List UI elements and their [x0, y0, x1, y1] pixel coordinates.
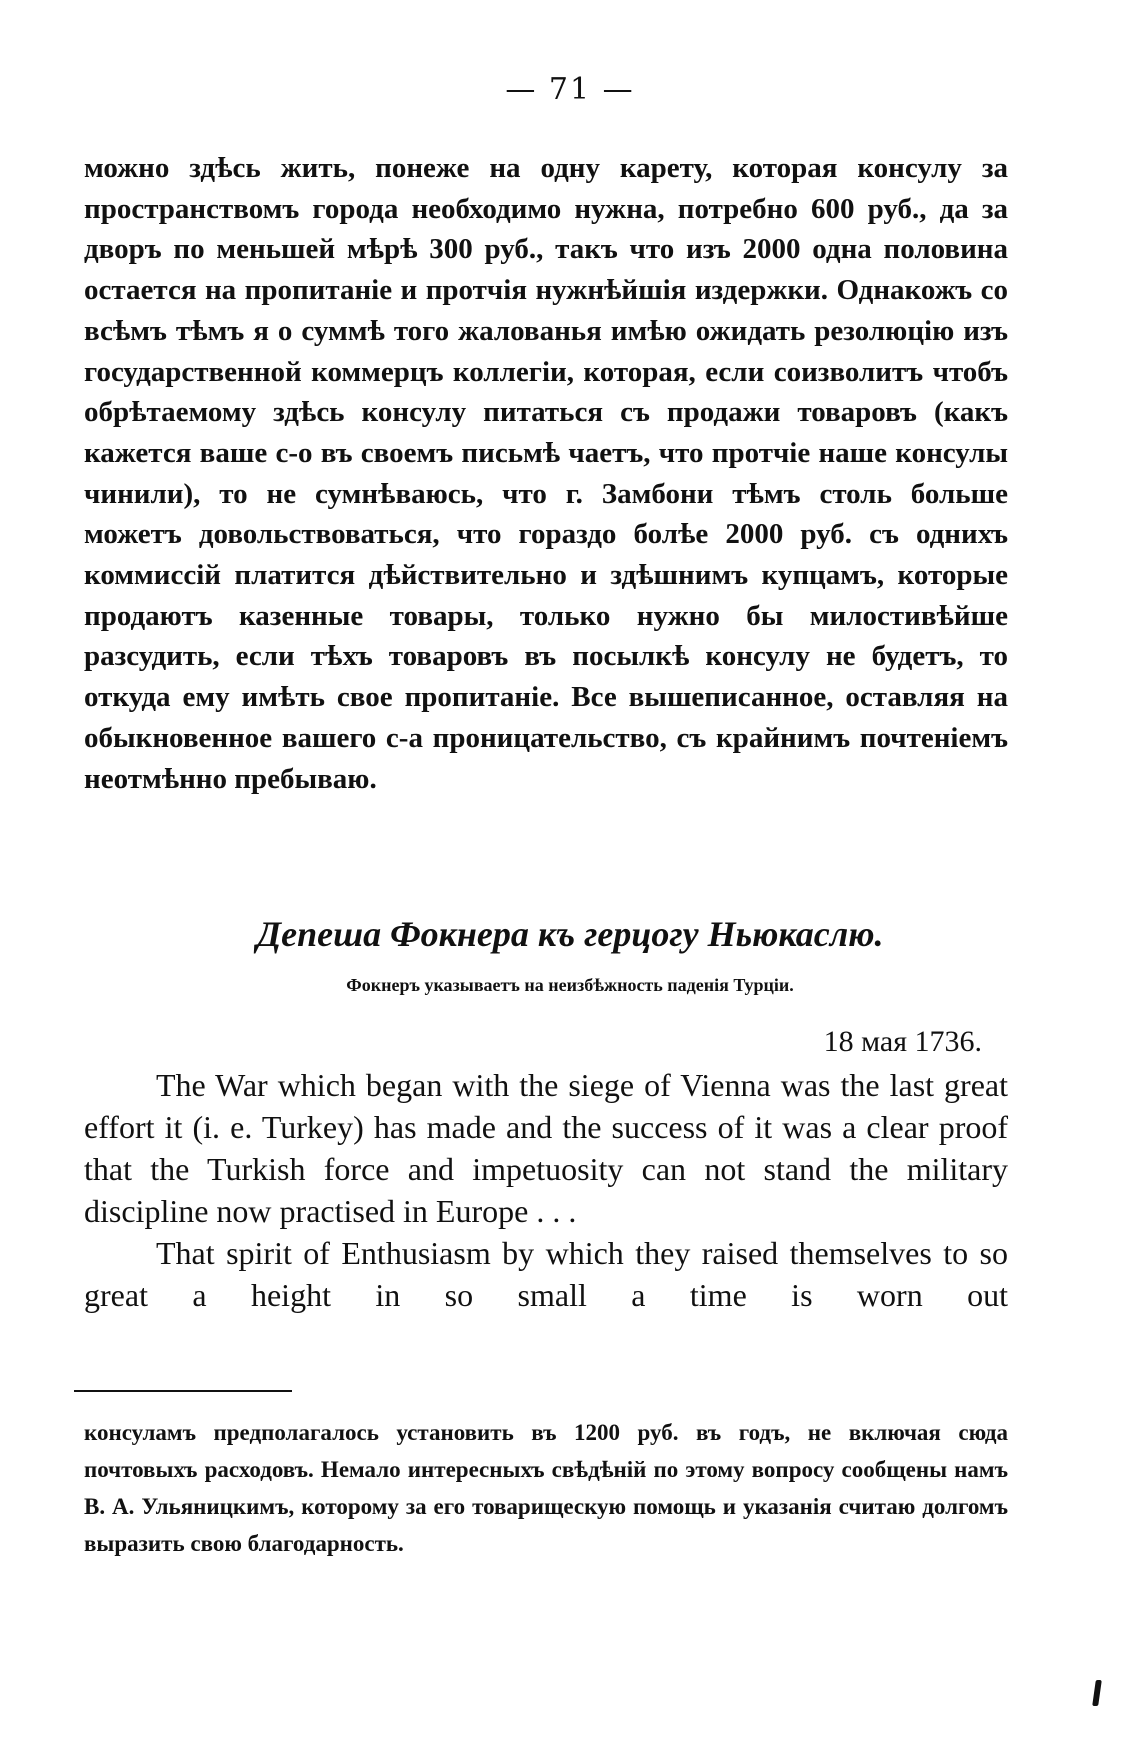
- dispatch-paragraph-1: The War which began with the siege of Vienna was the last great effort it (i. e. Turkey) has made and the success of it was a clear proof that the Turkish force and impetuosity can not stand the military discipline now practised in Europe . . .: [84, 1067, 1008, 1229]
- margin-mark-decoration: [1092, 1680, 1102, 1706]
- footnote-separator: [74, 1390, 292, 1392]
- dispatch-subtitle: Фокнеръ указываетъ на неизбѣжность паденія Турціи.: [346, 975, 794, 995]
- footnote-text: консуламъ предполагалось установить въ 1200 руб. въ годъ, не включая сюда почтовыхъ расходовъ. Немало интересныхъ свѣдѣній по этому вопросу сообщены намъ В. А. Ульяницкимъ, которому за его товарищескую помощь и указанія считаю долгомъ выразить свою благодарность.: [84, 1420, 1008, 1556]
- letter-text: можно здѣсь жить, понеже на одну карету, которая консулу за пространствомъ города необходимо нужна, потребно 600 руб., да за дворъ по меньшей мѣрѣ 300 руб., такъ что изъ 2000 одна половина остается на пропитаніе и протчія нужнѣйшія издержки. Однакожъ со всѣмъ тѣмъ я о суммѣ того жалованья имѣю ожидать резолюцію изъ государственной коммерцъ коллегіи, которая, если соизволитъ чтобъ обрѣтаемому здѣсь консулу питаться съ продажи товаровъ (какъ кажется ваше с-о въ своемъ письмѣ чаетъ, что протчіе наше консулы чинили), то не сумнѣваюсь, что г. Замбони тѣмъ столь больше можетъ довольствоваться, что гораздо болѣе 2000 руб. съ однихъ коммиссій платится дѣйствительно и здѣшнимъ купцамъ, которые продаютъ казенные товары, только нужно бы милостивѣйше разсудить, если тѣхъ товаровъ въ посылкѣ консулу не будетъ, то откуда ему имѣть свое пропитаніе. Все вышеписанное, оставляя на обыкновенное вашего с-а проницательство, съ крайнимъ почтеніемъ неотмѣнно пребываю.: [84, 152, 1008, 795]
- dispatch-date: 18 мая 1736.: [823, 1025, 982, 1058]
- dispatch-title: Депеша Фокнера къ герцогу Ньюкаслю.: [256, 914, 884, 954]
- dispatch-paragraph-2: That spirit of Enthusiasm by which they raised themselves to so great a height in so small a time is worn out: [84, 1235, 1008, 1313]
- page-number: — 71 —: [505, 72, 635, 107]
- dispatch-body: [84, 1064, 1008, 1316]
